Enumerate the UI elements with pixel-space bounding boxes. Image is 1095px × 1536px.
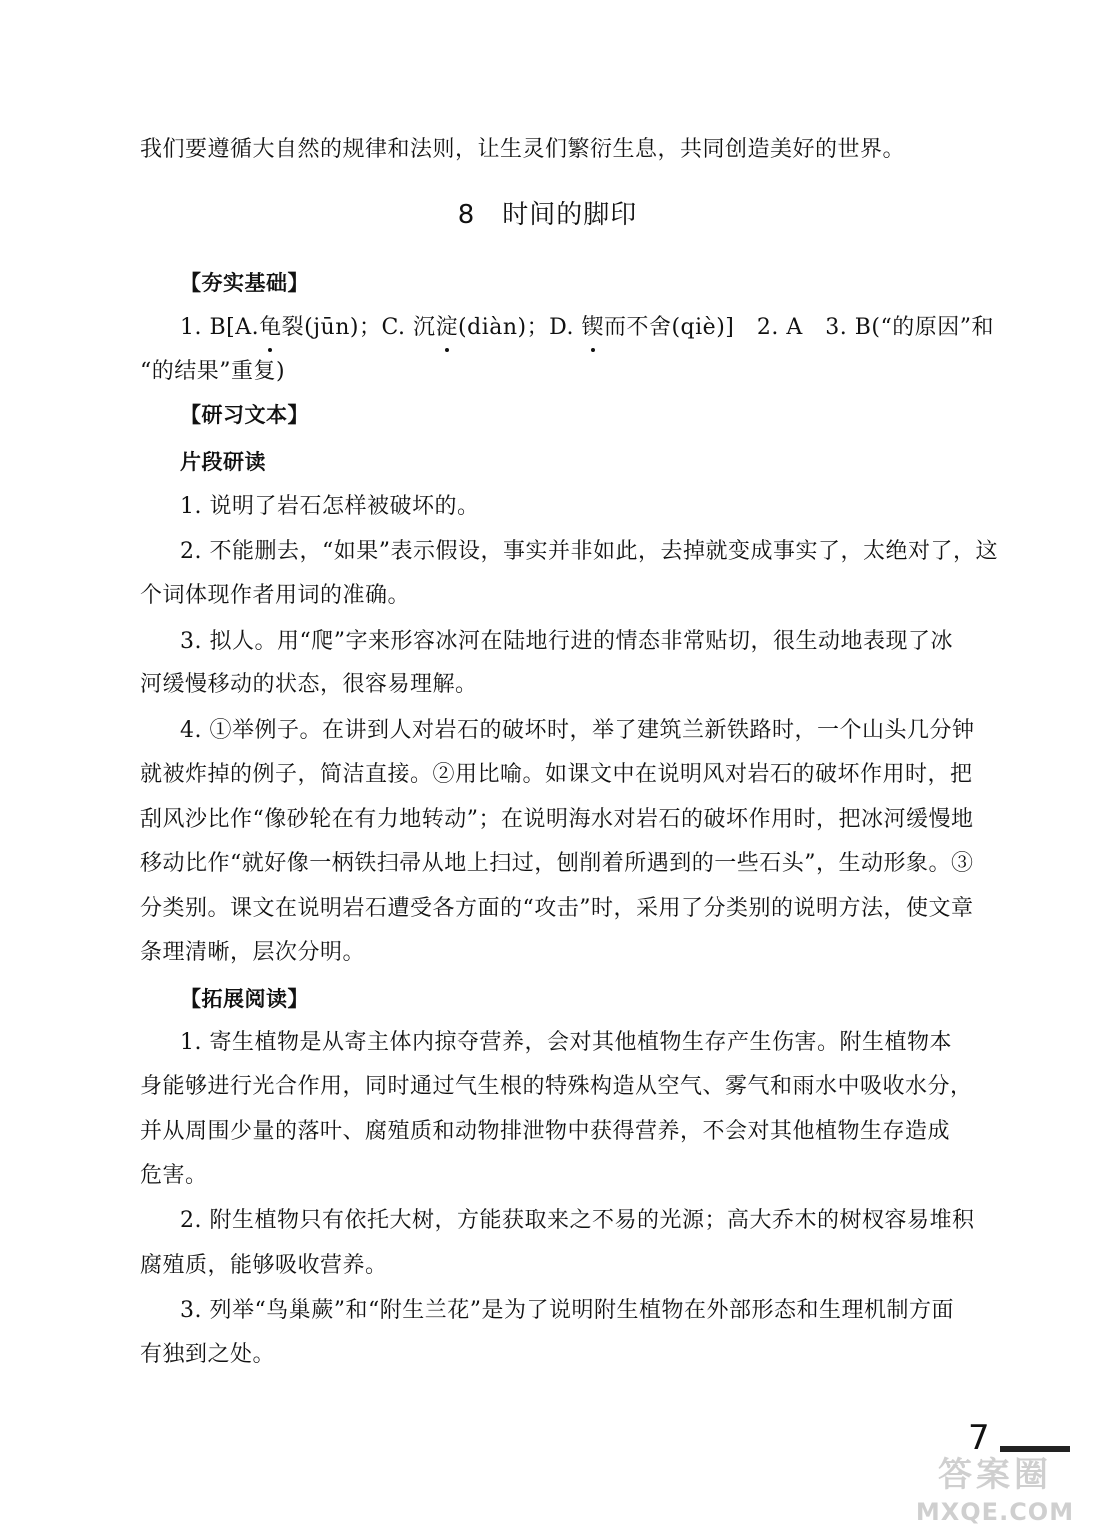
section-heading-extended: 【拓展阅读】 xyxy=(180,987,309,1011)
study-answer-4-line-1: 4. ①举例子。在讲到人对岩石的破坏时，举了建筑兰新铁路时，一个山头几分钟 xyxy=(180,718,975,743)
study-answer-1: 1. 说明了岩石怎样被破坏的。 xyxy=(180,494,480,519)
emphasis-char-d: 锲 xyxy=(581,313,604,343)
study-answer-2-line-1: 2. 不能删去，“如果”表示假设，事实并非如此，去掉就变成事实了，太绝对了，这 xyxy=(180,539,998,564)
basics-text: (diàn)；D. xyxy=(458,315,582,340)
basics-answer-line-2: “的结果”重复) xyxy=(140,359,286,384)
extended-answer-2-line-1: 2. 附生植物只有依托大树，方能获取来之不易的光源；高大乔木的树杈容易堆积 xyxy=(180,1208,975,1233)
extended-answer-1-line-2: 身能够进行光合作用，同时通过气生根的特殊构造从空气、雾气和雨水中吸收水分， xyxy=(140,1074,973,1099)
extended-answer-2-line-2: 腐殖质，能够吸收营养。 xyxy=(140,1253,388,1278)
section-heading-study: 【研习文本】 xyxy=(180,403,309,427)
emphasis-char-a: 龟 xyxy=(259,313,282,343)
basics-text: 裂(jūn)；C. 沉 xyxy=(281,315,436,340)
intro-line: 我们要遵循大自然的规律和法则，让生灵们繁衍生息，共同创造美好的世界。 xyxy=(140,137,906,162)
extended-answer-3-line-1: 3. 列举“鸟巢蕨”和“附生兰花”是为了说明附生植物在外部形态和生理机制方面 xyxy=(180,1298,954,1323)
page-title: 8 时间的脚印 xyxy=(457,200,638,230)
extended-answer-3-line-2: 有独到之处。 xyxy=(140,1342,276,1367)
watermark-logo xyxy=(900,1455,1090,1530)
basics-text: 而不舍(qiè)] 2. A 3. B(“的原因”和 xyxy=(603,315,994,340)
study-answer-3-line-1: 3. 拟人。用“爬”字来形容冰河在陆地行进的情态非常贴切，很生动地表现了冰 xyxy=(180,629,953,654)
extended-answer-1-line-3: 并从周围少量的落叶、腐殖质和动物排泄物中获得营养，不会对其他植物生存造成 xyxy=(140,1119,951,1144)
study-answer-4-line-4: 移动比作“就好像一柄铁扫帚从地上扫过，刨削着所遇到的一些石头”，生动形象。③ xyxy=(140,851,974,876)
study-answer-3-line-2: 河缓慢移动的状态，很容易理解。 xyxy=(140,672,478,697)
study-answer-2-line-2: 个词体现作者用词的准确。 xyxy=(140,583,411,608)
extended-answer-1-line-1: 1. 寄生植物是从寄主体内掠夺营养，会对其他植物生存产生伤害。附生植物本 xyxy=(180,1030,952,1055)
section-heading-basics: 【夯实基础】 xyxy=(180,271,309,295)
emphasis-char-c: 淀 xyxy=(436,313,459,343)
footer-bar xyxy=(1000,1446,1070,1452)
study-answer-4-line-2: 就被炸掉的例子，简洁直接。②用比喻。如课文中在说明风对岩石的破坏作用时，把 xyxy=(140,762,973,787)
basics-answer-line-1 xyxy=(180,313,994,343)
basics-text: 1. B[A. xyxy=(180,315,260,340)
page-number: 7 xyxy=(968,1418,990,1458)
watermark-text-top: 答案圈 xyxy=(938,1455,1052,1495)
study-answer-4-line-6: 条理清晰，层次分明。 xyxy=(140,940,366,965)
extended-answer-1-line-4: 危害。 xyxy=(140,1163,208,1188)
study-answer-4-line-3: 刮风沙比作“像砂轮在有力地转动”；在说明海水对岩石的破坏作用时，把冰河缓慢地 xyxy=(140,807,974,832)
study-answer-4-line-5: 分类别。课文在说明岩石遭受各方面的“攻击”时，采用了分类别的说明方法，使文章 xyxy=(140,896,974,921)
study-subheading: 片段研读 xyxy=(180,450,266,474)
watermark-text-bottom: MXQE.COM xyxy=(915,1498,1075,1526)
